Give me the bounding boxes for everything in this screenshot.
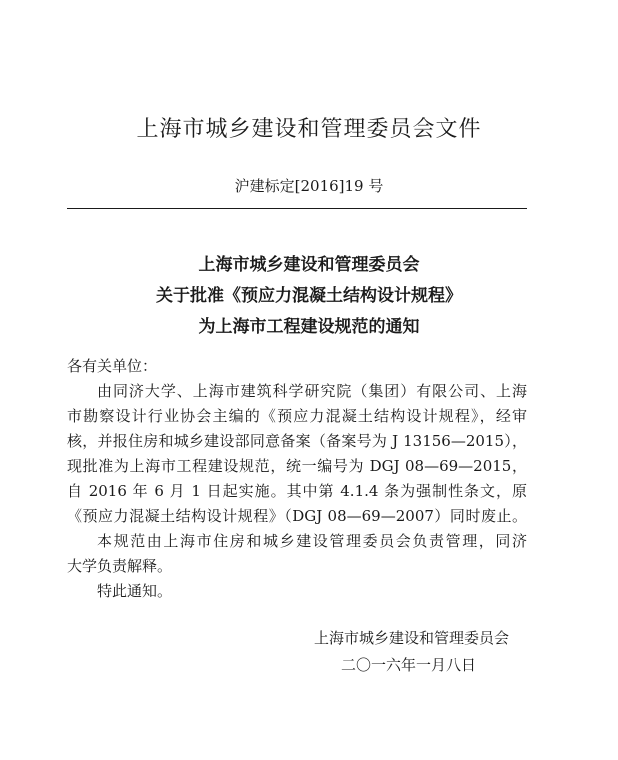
closing-remark: 特此通知。 — [97, 582, 173, 600]
paragraph-1-line: 由同济大学、上海市建筑科学研究院（集团）有限公司、上海 — [97, 382, 527, 400]
paragraph-1-line: 《预应力混凝土结构设计规程》（DGJ 08—69—2007）同时废止。 — [67, 507, 527, 525]
paragraph-1-line: 自 2016 年 6 月 1 日起实施。其中第 4.1.4 条为强制性条文，原 — [67, 482, 527, 500]
document-number: 沪建标定[2016]19 号 — [234, 177, 384, 195]
header-divider — [67, 208, 527, 209]
issuing-org-header: 上海市城乡建设和管理委员会文件 — [136, 117, 482, 142]
signature-date: 二〇一六年一月八日 — [341, 656, 477, 674]
paragraph-1-line: 现批准为上海市工程建设规范，统一编号为 DGJ 08—69—2015， — [67, 457, 527, 475]
paragraph-2-line: 本规范由上海市住房和城乡建设管理委员会负责管理，同济 — [97, 532, 527, 550]
paragraph-2-line: 大学负责解释。 — [67, 557, 173, 575]
notice-title-line-2: 关于批准《预应力混凝土结构设计规程》 — [156, 286, 462, 306]
paragraph-1-line: 市勘察设计行业协会主编的《预应力混凝土结构设计规程》，经审 — [67, 407, 527, 425]
notice-title-line-1: 上海市城乡建设和管理委员会 — [198, 255, 420, 275]
paragraph-1-line: 核，并报住房和城乡建设部同意备案（备案号为 J 13156—2015）， — [67, 432, 527, 450]
signature-org: 上海市城乡建设和管理委员会 — [314, 629, 510, 647]
notice-title-line-3: 为上海市工程建设规范的通知 — [198, 317, 420, 337]
salutation: 各有关单位： — [67, 357, 158, 375]
